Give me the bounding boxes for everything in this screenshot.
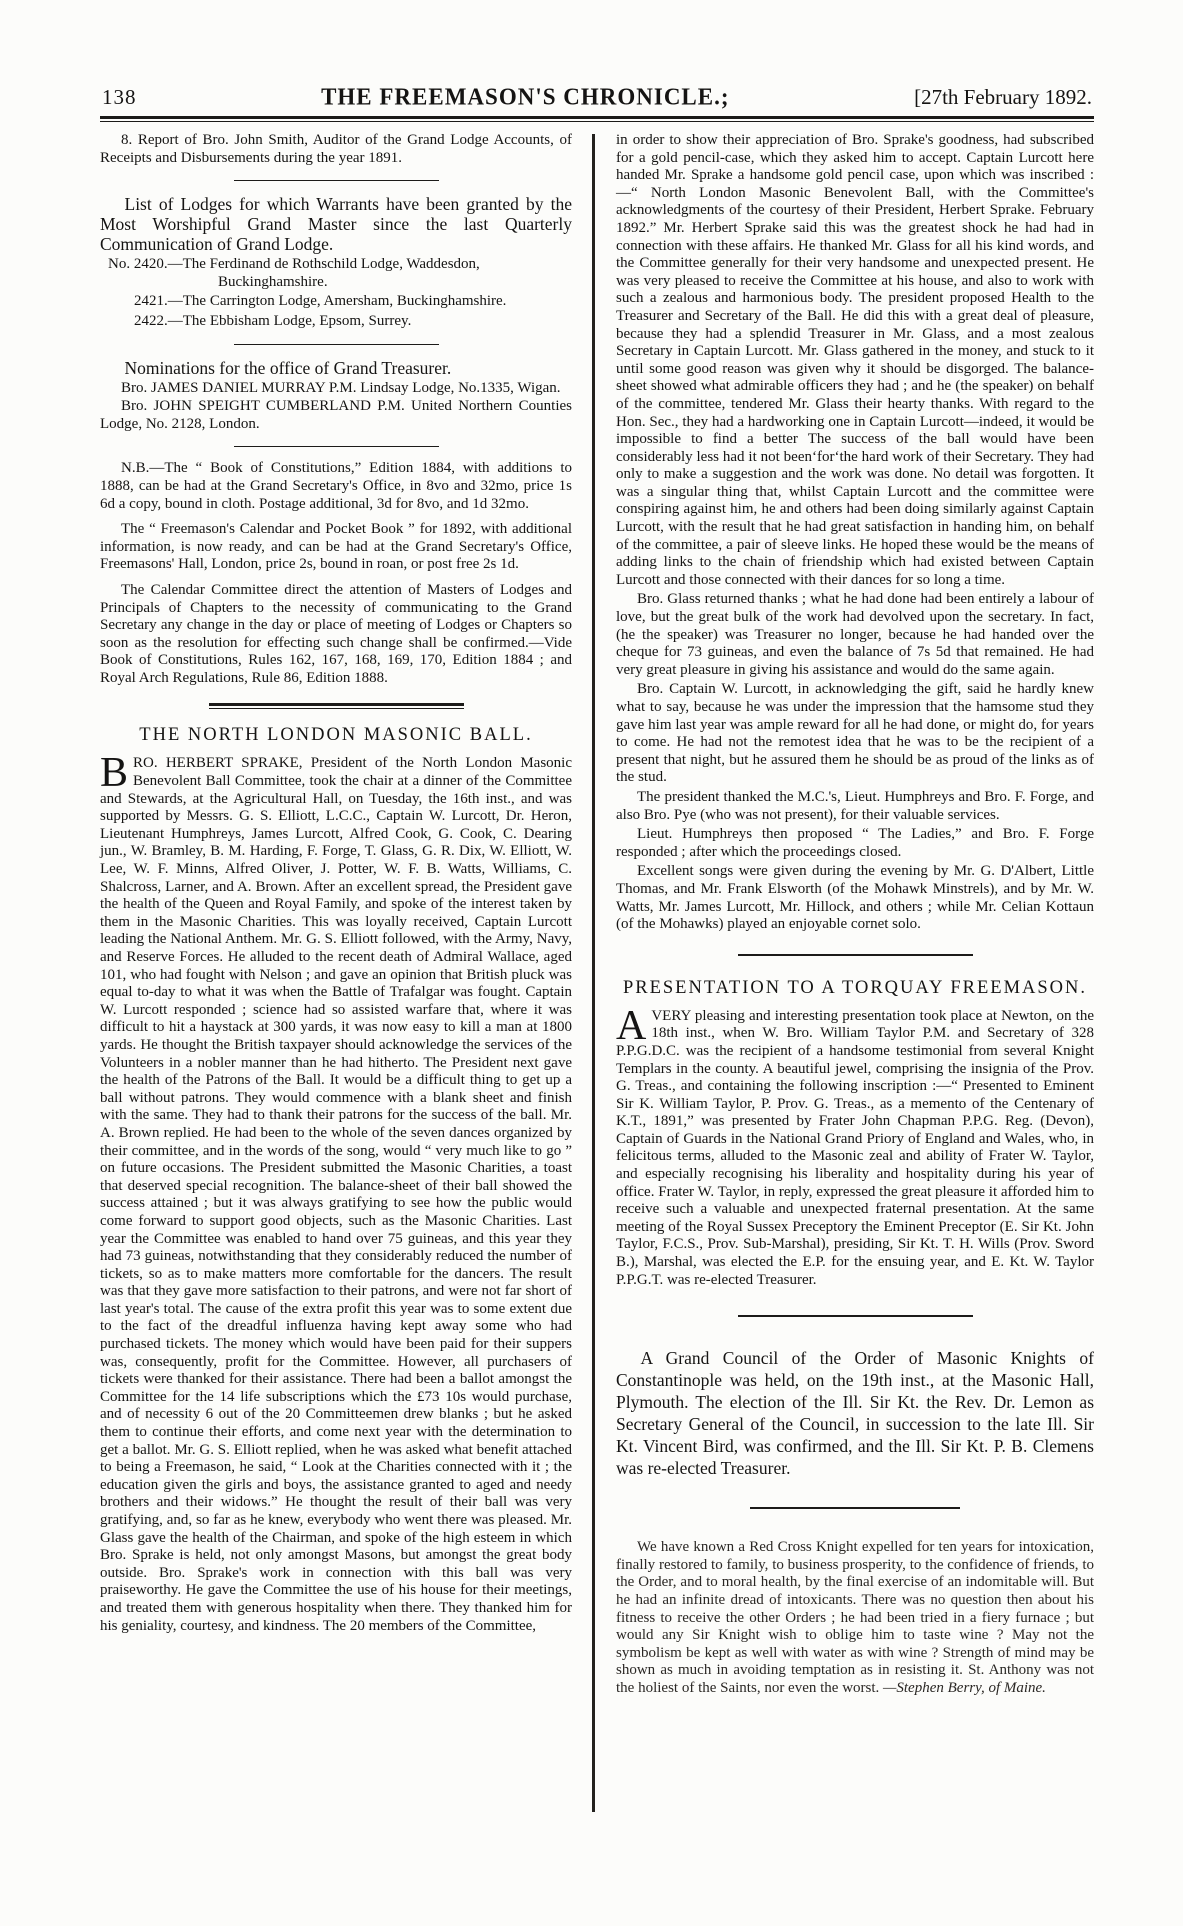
section-divider	[738, 1315, 973, 1317]
column-divider-rule	[592, 134, 595, 1812]
section-divider	[234, 446, 439, 447]
nominations-heading: Nominations for the office of Grand Treasurer.	[124, 357, 452, 378]
article-heading-torquay-presentation: PRESENTATION TO A TORQUAY FREEMASON.	[622, 977, 1088, 998]
glass-thanks-paragraph: Bro. Glass returned thanks ; what he had done had been entirely a labour of love, but the great bulk of the work had devolved upon the secretary. In fact, (he the speaker) was Treasurer no longer, because he had handed over the cheque for 73 guineas, and even the balance of 7s 5d that remained. He had very great pleasure in giving his assistance and would do the same again.	[616, 591, 1094, 678]
dropcap-letter: B	[100, 750, 129, 797]
songs-paragraph: Excellent songs were given during the evening by Mr. G. D'Albert, Little Thomas, and Mr. Frank Elsworth (of the Mohawk Minstrels), and by Mr. W. Watts, Mr. James Lurcott, Mr. Hillock, and others ; while Mr. Celian Kottaun (of the Mohawks) played an enjoyable cornet solo.	[616, 863, 1094, 933]
nb-paragraph: N.B.—The “ Book of Constitutions,” Edition 1884, with additions to 1888, can be had at the Grand Secretary's Office, in 8vo and 32mo, price 1s 6d a copy, bound in cloth. Postage additional, 3d for 8vo, and 1d 32mo.	[100, 460, 572, 512]
page-number: 138	[102, 85, 137, 109]
ladies-toast-paragraph: Lieut. Humphreys then proposed “ The Ladies,” and Bro. F. Forge responded ; after which the proceedings closed.	[616, 826, 1094, 860]
grand-council-paragraph: A Grand Council of the Order of Masonic Knights of Constantinople was held, on the 19th inst., at the Masonic Hall, Plymouth. The election of the Ill. Sir Kt. the Rev. Dr. Lemon as Secretary General of the Council, in succession to the late Ill. Sir Kt. Vincent Bird, was confirmed, and the Ill. Sir Kt. P. B. Clemens was re-elected Treasurer.	[616, 1348, 1094, 1479]
lurcott-paragraph: Bro. Captain W. Lurcott, in acknowledging the gift, said he hardly knew what to say, because he was under the impression that the hamsome stud they gave him last year was ample reward for all he had done, or might do, for years to come. He had not the remotest idea that he was to be the recipient of a present that night, but he assured them he should be as proud of the links as of the stud.	[616, 681, 1094, 786]
attribution: —Stephen Berry, of Maine.	[883, 1679, 1046, 1696]
lodge-list-item: 2421.—The Carrington Lodge, Amersham, Buckinghamshire.	[134, 293, 507, 310]
masthead-title: THE FREEMASON'S CHRONICLE.;	[321, 83, 730, 110]
red-cross-paragraph	[616, 1539, 1094, 1697]
lodge-list-item: No. 2420.—The Ferdinand de Rothschild Lodge, Waddesdon, Buckinghamshire.	[108, 256, 480, 290]
nominee-entry: Bro. JOHN SPEIGHT CUMBERLAND P.M. United Northern Counties Lodge, No. 2128, London.	[100, 398, 572, 432]
article-heading-north-london-ball: THE NORTH LONDON MASONIC BALL.	[139, 725, 533, 746]
lodge-list	[100, 256, 572, 330]
report-paragraph: 8. Report of Bro. John Smith, Auditor of the Grand Lodge Accounts, of Receipts and Disbursements during the year 1891.	[100, 132, 572, 166]
header-rule	[100, 116, 1094, 122]
continuation-paragraph: in order to show their appreciation of Bro. Sprake's goodness, had subscribed for a gold pencil-case, which they asked him to accept. Captain Lurcott here handed Mr. Sprake a handsome gold pencil case, upon which was inscribed :—“ North London Masonic Benevolent Ball, with the Committee's acknowledgments of the courtesy of their President, Herbert Sprake. February 1892.” Mr. Herbert Sprake said this was the greatest shock he had had in connection with these affairs. He thanked Mr. Glass for all his kind words, and the Committee generally for their very handsome and unexpected present. He was very pleased to receive the Committee at his house, and also to work with such a zealous and harmonious body. The president proposed Health to the Treasurer and Secretary of the Ball. He did this with a great deal of pleasure, because they had a splendid Treasurer in Mr. Glass, and a most zealous Secretary in Captain Lurcott. Mr. Glass gathered in the money, and stuck to it until some good reason was given why it should be disgorged. The balance-sheet showed what admirable officers they had ; and he (the speaker) on behalf of the committee, tendered Mr. Glass their hearty thanks. With regard to the Hon. Sec., they had a hardworking one in Captain Lurcott—indeed, it would be impossible to find a better The success of the ball would have been considerably less had it not been‘for‘the hard work of their Secretary. They had only to make a suggestion and the work was done. No detail was forgotten. It was a singular thing that, whilst Captain Lurcott and the committee were conspiring against him, he and others had been doing similarly against Captain Lurcott, with the result that he had great satisfaction in handing him, on behalf of the committee, a pair of sleeve links. He hoped these would be the means of adding links to the chain of friendship which had existed between Captain Lurcott and those connected with their dances for so long a time.	[616, 132, 1094, 588]
ball-article-body	[100, 750, 572, 1635]
lodge-list-item: 2422.—The Ebbisham Lodge, Epsom, Surrey.	[134, 312, 412, 329]
dropcap-letter: A	[616, 1002, 647, 1049]
section-divider-double	[209, 703, 464, 709]
calendar-paragraph: The “ Freemason's Calendar and Pocket Book ” for 1892, with additional information, is now ready, and can be had at the Grand Secretary's Office, Freemasons' Hall, London, price 2s, bound in roan, or post free 2s 1d.	[100, 521, 572, 573]
president-thanks-paragraph: The president thanked the M.C.'s, Lieut. Humphreys and Bro. F. Forge, and also Bro. Pye (who was not present), for their valuable services.	[616, 788, 1094, 823]
red-cross-text: We have known a Red Cross Knight expelled for ten years for intoxication, finally restored to family, to business prosperity, to the confidence of friends, to the Order, and to moral health, by the final exercise of an indomitable will. But he had an infinite dread of intoxicants. There was no question then about his fitness to receive the other Orders ; he had been tried in a fiery furnace ; but would any Sir Knight wish to oblige him to taste wine ? May not the symbolism be kept as well with water as with wine ? Strength of mind may be shown as much in avoiding temptation as in resisting it. St. Anthony was not the holiest of the Saints, nor even the worst.	[616, 1539, 1094, 1696]
left-column	[100, 132, 572, 1700]
section-divider	[738, 954, 973, 956]
presentation-article-text: VERY pleasing and interesting presentation took place at Newton, on the 18th inst., when W. Bro. William Taylor P.M. and Secretary of 328 P.P.G.D.C. was the recipient of a handsome testimonial from several Knight Templars in the county. A beautiful jewel, comprising the insignia of the Prov. G. Treas., and containing the following inscription :—“ Presented to Eminent Sir K. William Taylor, P. Prov. G. Treas., as a memento of the Centenary of K.T., 1891,” was presented by Frater John Chapman P.P.G. Reg. (Devon), Captain of Guards in the National Grand Priory of England and Wales, who, in felicitous terms, alluded to the Masonic zeal and ability of Frater W. Taylor, and especially recognising his liberality and hospitality during his year of office. Frater W. Taylor, in reply, expressed the great pleasure it afforded him to receive such a valuable and unexpected fraternal presentation. At the same meeting of the Royal Sussex Preceptory the Eminent Preceptor (E. Sir Kt. John Taylor, F.C.S., Prov. Sub-Marshal), presiding, Sir Kt. T. H. Wills (Prov. Sword B.), Marshal, was elected the E.P. for the ensuing year, and E. Kt. W. Taylor P.P.G.T. was re-elected Treasurer.	[616, 1007, 1094, 1288]
right-column	[616, 132, 1094, 1700]
presentation-article-body	[616, 1002, 1094, 1290]
warrants-intro: List of Lodges for which Warrants have been granted by the Most Worshipful Grand Master since the last Quarterly Communication of Grand Lodge.	[100, 194, 572, 255]
ball-article-text: RO. HERBERT SPRAKE, President of the North London Masonic Benevolent Ball Committee, took the chair at a dinner of the Committee and Stewards, at the Agricultural Hall, on Tuesday, the 16th inst., and was supported by Messrs. G. S. Elliott, L.C.C., Captain W. Lurcott, Dr. Heron, Lieutenant Humphreys, James Lurcott, Alfred Cook, G. Cook, C. Dearing jun., W. Bramley, B. M. Harding, F. Forge, T. Glass, G. R. Dix, W. Elliott, W. Lee, W. F. Minns, Alfred Oliver, J. Potter, W. F. B. Watts, Williams, C. Shalcross, Larner, and A. Brown. After an excellent spread, the President gave the health of the Queen and Royal Family, and spoke of the interest taken by them in the Masonic Charities. This was loyally received, Captain Lurcott leading the National Anthem. Mr. G. S. Elliott followed, with the Army, Navy, and Reserve Forces. He alluded to the recent death of Admiral Wallace, aged 101, who had fought with Nelson ; and gave an opinion that British pluck was equal to-day to what it was when the Battle of Trafalgar was fought. Captain W. Lurcott responded ; science had so assisted warfare that, where it was difficult to hit a haystack at 300 yards, it was now easy to kill a man at 1800 yards. He thought the British taxpayer should acknowledge the services of the Volunteers in a nobler manner than he had hitherto. The President next gave the health of the Patrons of the Ball. It would be a difficult thing to get up a ball without patrons. They would commence with a blank sheet and finish with the same. They had to thank their patrons for the success of the ball. Mr. A. Brown replied. He had been to the whole of the seven dances organized by their committee, and in the words of the song, would “ very much like to go ” on future occasions. The President submitted the Masonic Charities, a toast that deserved special recognition. The balance-sheet of their ball showed the success attained ; but it was always gratifying to see how the public would come forward to support good objects, such as the Masonic Charities. Last year the Committee was enabled to hand over 75 guineas, and this year they had 73 guineas, notwithstanding that they considerably reduced the number of tickets, so as to make matters more comfortable for the dancers. The result was that they gave more satisfaction to their patrons, and were not far short of last year's total. The cause of the extra profit this year was to some extent due to the fact of the dreadful influenza having kept away some who had purchased tickets. The money which would have been paid for their suppers was, consequently, profit for the Committee. However, all purchasers of tickets were thanked for their assistance. There had been a ballot amongst the Committee for the 14 life subscriptions which the £73 10s would purchase, and of necessity 6 out of the 20 Committeemen drew blanks ; but he asked them to continue their efforts, and come next year with the determination to get a ballot. Mr. G. S. Elliott replied, when he was asked what benefit attached to being a Freemason, he said, “ Look at the Charities connected with it ; the education given the girls and boys, the assistance granted to aged and needy brothers and their widows.” He thought the result of their ball was very gratifying, and, so far as he knew, everybody who went there was pleased. Mr. Glass gave the health of the Chairman, and spoke of the high esteem in which Bro. Sprake is held, not only amongst Masons, but amongst the great body outside. Bro. Sprake's work in connection with this ball was very praiseworthy. He gave the Committee the use of his house for their meetings, and treated them with generous hospitality when there. They thanked him for his geniality, courtesy, and kindness. The 20 members of the Committee,	[100, 755, 572, 1634]
section-divider	[234, 344, 439, 345]
section-divider	[750, 1507, 960, 1509]
issue-date: [27th February 1892.	[914, 85, 1092, 109]
committee-paragraph: The Calendar Committee direct the attention of Masters of Lodges and Principals of Chapters to the necessity of communicating to the Grand Secretary any change in the day or place of meeting of Lodges or Chapters so soon as the resolution for effecting such change shall be confirmed.—Vide Book of Constitutions, Rules 162, 167, 168, 169, 170, Edition 1884 ; and Royal Arch Regulations, Rule 86, Edition 1888.	[100, 581, 572, 686]
section-divider	[234, 180, 439, 181]
nominee-entry: Bro. JAMES DANIEL MURRAY P.M. Lindsay Lodge, No.1335, Wigan.	[121, 379, 561, 396]
running-head	[100, 84, 1094, 116]
